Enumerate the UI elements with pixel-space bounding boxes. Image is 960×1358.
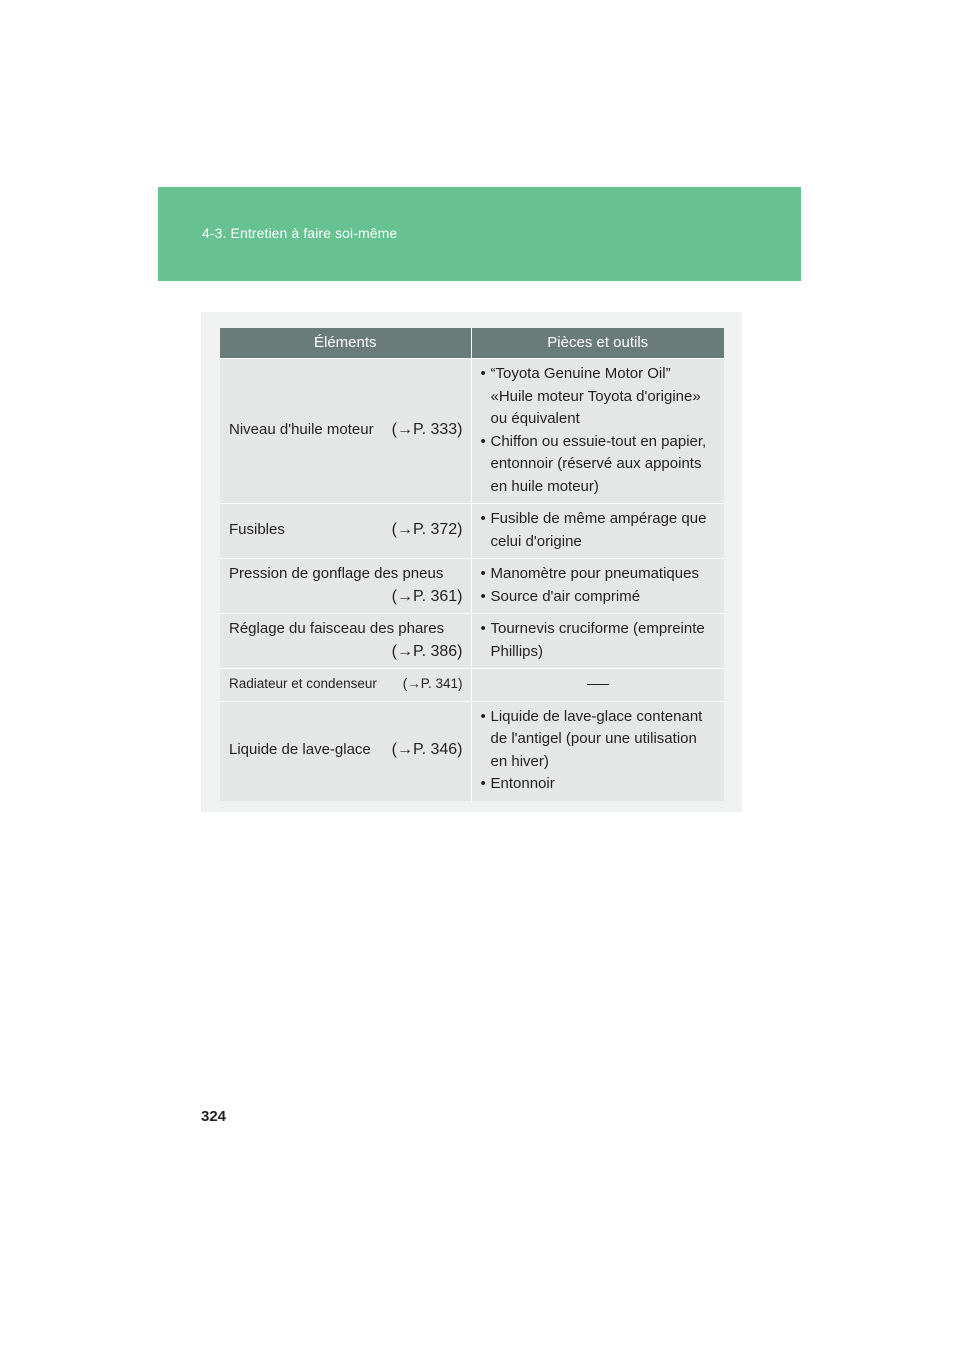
item-cell bbox=[220, 559, 471, 614]
list-item: • Liquide de lave-glace contenant de l'antigel (pour une utilisation en hiver) bbox=[481, 706, 717, 774]
table-row bbox=[220, 359, 724, 504]
item-label: Liquide de lave-glace bbox=[229, 741, 371, 759]
empty-dash bbox=[587, 684, 609, 685]
column-header-items: Éléments bbox=[220, 328, 471, 359]
table-row bbox=[220, 559, 724, 614]
page-reference: (→P. 386) bbox=[391, 642, 463, 660]
maintenance-table-panel bbox=[201, 312, 742, 812]
item-label: Pression de gonflage des pneus bbox=[229, 565, 444, 582]
parts-cell bbox=[471, 504, 724, 559]
parts-cell bbox=[471, 701, 724, 801]
item-label: Réglage du faisceau des phares bbox=[229, 620, 445, 637]
item-cell bbox=[220, 359, 471, 504]
parts-list bbox=[481, 618, 717, 663]
list-item: • Fusible de même ampérage que celui d'origine bbox=[481, 508, 717, 553]
item-label: Radiateur et condenseur bbox=[229, 676, 377, 691]
list-item: • Chiffon ou essuie-tout en papier, entonnoir (réservé aux appoints en huile moteur) bbox=[481, 431, 717, 499]
list-item: • “Toyota Genuine Motor Oil” «Huile moteur Toyota d'origine» ou équivalent bbox=[481, 363, 717, 431]
list-item: • Entonnoir bbox=[481, 773, 717, 796]
parts-cell bbox=[471, 559, 724, 614]
page-reference: (→P. 341) bbox=[402, 676, 463, 691]
item-label: Niveau d'huile moteur bbox=[229, 421, 374, 439]
parts-cell bbox=[471, 669, 724, 702]
list-item: • Tournevis cruciforme (empreinte Phillips) bbox=[481, 618, 717, 663]
section-header-band bbox=[158, 187, 801, 281]
table-row bbox=[220, 614, 724, 669]
table-row bbox=[220, 504, 724, 559]
column-header-parts: Pièces et outils bbox=[471, 328, 724, 359]
list-item: • Manomètre pour pneumatiques bbox=[481, 563, 717, 586]
list-item: • Source d'air comprimé bbox=[481, 586, 717, 609]
table-row bbox=[220, 701, 724, 801]
item-label: Fusibles bbox=[229, 521, 285, 539]
item-cell bbox=[220, 614, 471, 669]
item-cell bbox=[220, 669, 471, 702]
parts-cell bbox=[471, 614, 724, 669]
page-reference: (→P. 372) bbox=[391, 521, 463, 539]
page-reference: (→P. 361) bbox=[391, 587, 463, 605]
maintenance-table bbox=[220, 328, 724, 801]
page-number: 324 bbox=[201, 1108, 227, 1125]
table-header-row bbox=[220, 328, 724, 359]
parts-list bbox=[481, 706, 717, 796]
table-row bbox=[220, 669, 724, 702]
item-cell bbox=[220, 701, 471, 801]
parts-cell bbox=[471, 359, 724, 504]
section-title: 4-3. Entretien à faire soi-même bbox=[202, 225, 398, 241]
parts-list bbox=[481, 563, 717, 608]
page-reference: (→P. 346) bbox=[391, 741, 463, 759]
item-cell bbox=[220, 504, 471, 559]
parts-list bbox=[481, 508, 717, 553]
page-reference: (→P. 333) bbox=[391, 421, 463, 439]
parts-list bbox=[481, 363, 717, 498]
